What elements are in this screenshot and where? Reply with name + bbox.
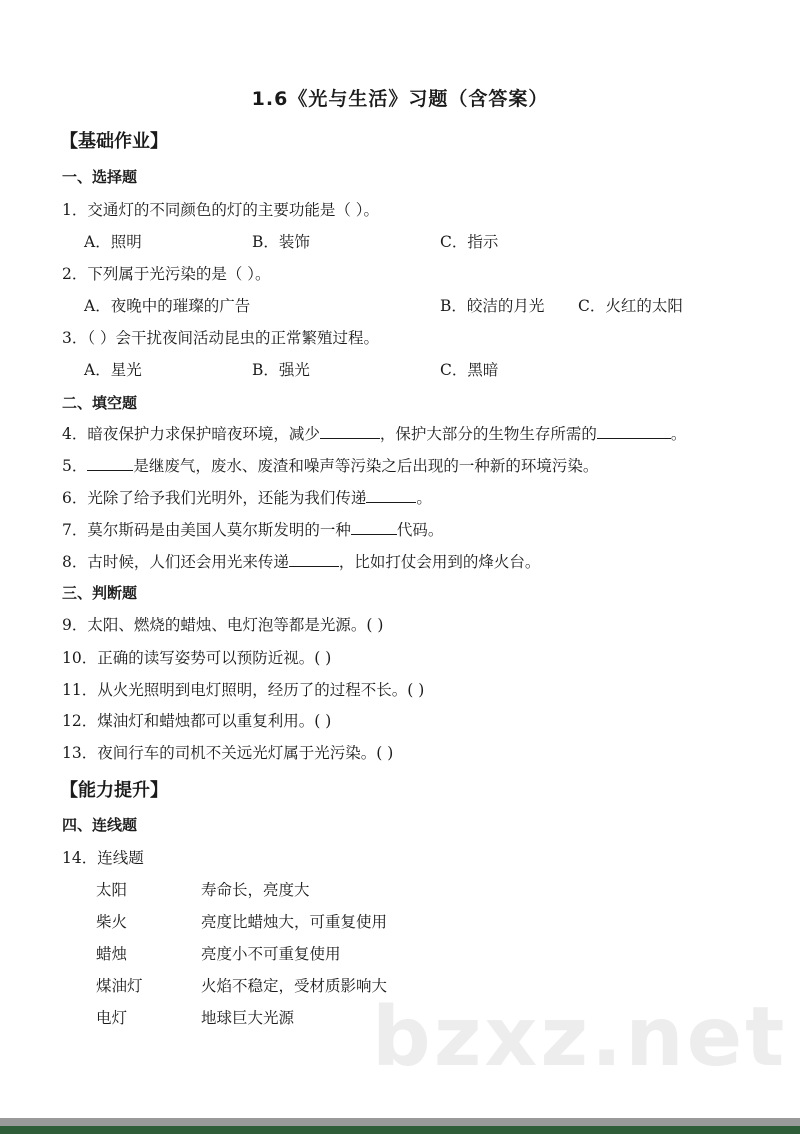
- q4-text-b: ，保护大部分的生物生存所需的: [379, 425, 597, 443]
- q1-option-a: A．照明: [84, 233, 142, 251]
- match-left-item: 蜡烛: [96, 945, 128, 963]
- q5-blank[interactable]: [87, 456, 133, 471]
- q4-blank-1[interactable]: [320, 424, 380, 439]
- q7-text-a: 7．莫尔斯码是由美国人莫尔斯发明的一种: [62, 521, 351, 539]
- question-2: 2．下列属于光污染的是（ ）。: [62, 265, 271, 283]
- q1-option-b: B．装饰: [252, 233, 310, 251]
- q2-option-c: C．火红的太阳: [578, 297, 683, 315]
- q5-text-a: 5．: [62, 457, 88, 475]
- part-judge-heading: 三、判断题: [62, 584, 138, 602]
- question-8: [62, 550, 540, 572]
- match-left-item: 柴火: [96, 913, 128, 931]
- question-1: 1．交通灯的不同颜色的灯的主要功能是（ ）。: [62, 201, 380, 219]
- match-right-item: 寿命长，亮度大: [201, 881, 310, 899]
- q6-blank[interactable]: [366, 488, 416, 503]
- q8-text-b: ，比如打仗会用到的烽火台。: [338, 553, 541, 571]
- match-right-item: 地球巨大光源: [201, 1009, 295, 1027]
- match-right-item: 亮度小不可重复使用: [201, 945, 341, 963]
- question-7: [62, 518, 443, 540]
- q6-text-b: 。: [416, 489, 432, 507]
- q5-text-b: 是继废气，废水、废渣和噪声等污染之后出现的一种新的环境污染。: [133, 457, 599, 475]
- question-11: 11．从火光照明到电灯照明，经历了的过程不长。( ): [62, 681, 425, 699]
- q3-option-a: A．星光: [84, 361, 142, 379]
- question-5: [62, 454, 598, 476]
- q2-option-a: A．夜晚中的璀璨的广告: [84, 297, 251, 315]
- question-12: 12．煤油灯和蜡烛都可以重复利用。( ): [62, 712, 332, 730]
- q7-blank[interactable]: [351, 520, 397, 535]
- q7-text-b: 代码。: [396, 521, 444, 539]
- question-14: 14．连线题: [62, 849, 144, 867]
- question-4: [62, 422, 686, 444]
- match-left-item: 煤油灯: [96, 977, 143, 995]
- q3-option-c: C．黑暗: [440, 361, 499, 379]
- question-6: [62, 486, 432, 508]
- question-13: 13．夜间行车的司机不关远光灯属于光污染。( ): [62, 744, 394, 762]
- q4-blank-2[interactable]: [597, 424, 671, 439]
- q4-text-a: 4．暗夜保护力求保护暗夜环境，减少: [62, 425, 320, 443]
- match-left-item: 太阳: [96, 881, 128, 899]
- question-9: 9．太阳、燃烧的蜡烛、电灯泡等都是光源。( ): [62, 616, 384, 634]
- q6-text-a: 6．光除了给予我们光明外，还能为我们传递: [62, 489, 367, 507]
- match-right-item: 火焰不稳定，受材质影响大: [201, 977, 388, 995]
- page-title: 1.6《光与生活》习题（含答案）: [251, 88, 549, 110]
- bottom-border: [0, 1126, 800, 1134]
- q4-text-c: 。: [670, 425, 687, 443]
- part-choice-heading: 一、选择题: [62, 168, 138, 186]
- part-match-heading: 四、连线题: [62, 816, 138, 834]
- part-fill-heading: 二、填空题: [62, 394, 138, 412]
- question-10: 10．正确的读写姿势可以预防近视。( ): [62, 649, 332, 667]
- q8-blank[interactable]: [289, 552, 339, 567]
- q8-text-a: 8．古时候，人们还会用光来传递: [62, 553, 289, 571]
- match-left-item: 电灯: [96, 1009, 128, 1027]
- question-3: 3．（ ）会干扰夜间活动昆虫的正常繁殖过程。: [62, 329, 380, 347]
- q1-option-c: C．指示: [440, 233, 499, 251]
- bottom-scroll-edge: [0, 1118, 800, 1126]
- watermark: bzxz.net: [372, 990, 788, 1085]
- section-basic-heading: 【基础作业】: [60, 131, 168, 152]
- q2-option-b: B．皎洁的月光: [440, 297, 545, 315]
- match-right-item: 亮度比蜡烛大，可重复使用: [201, 913, 388, 931]
- q3-option-b: B．强光: [252, 361, 310, 379]
- section-advanced-heading: 【能力提升】: [60, 780, 168, 801]
